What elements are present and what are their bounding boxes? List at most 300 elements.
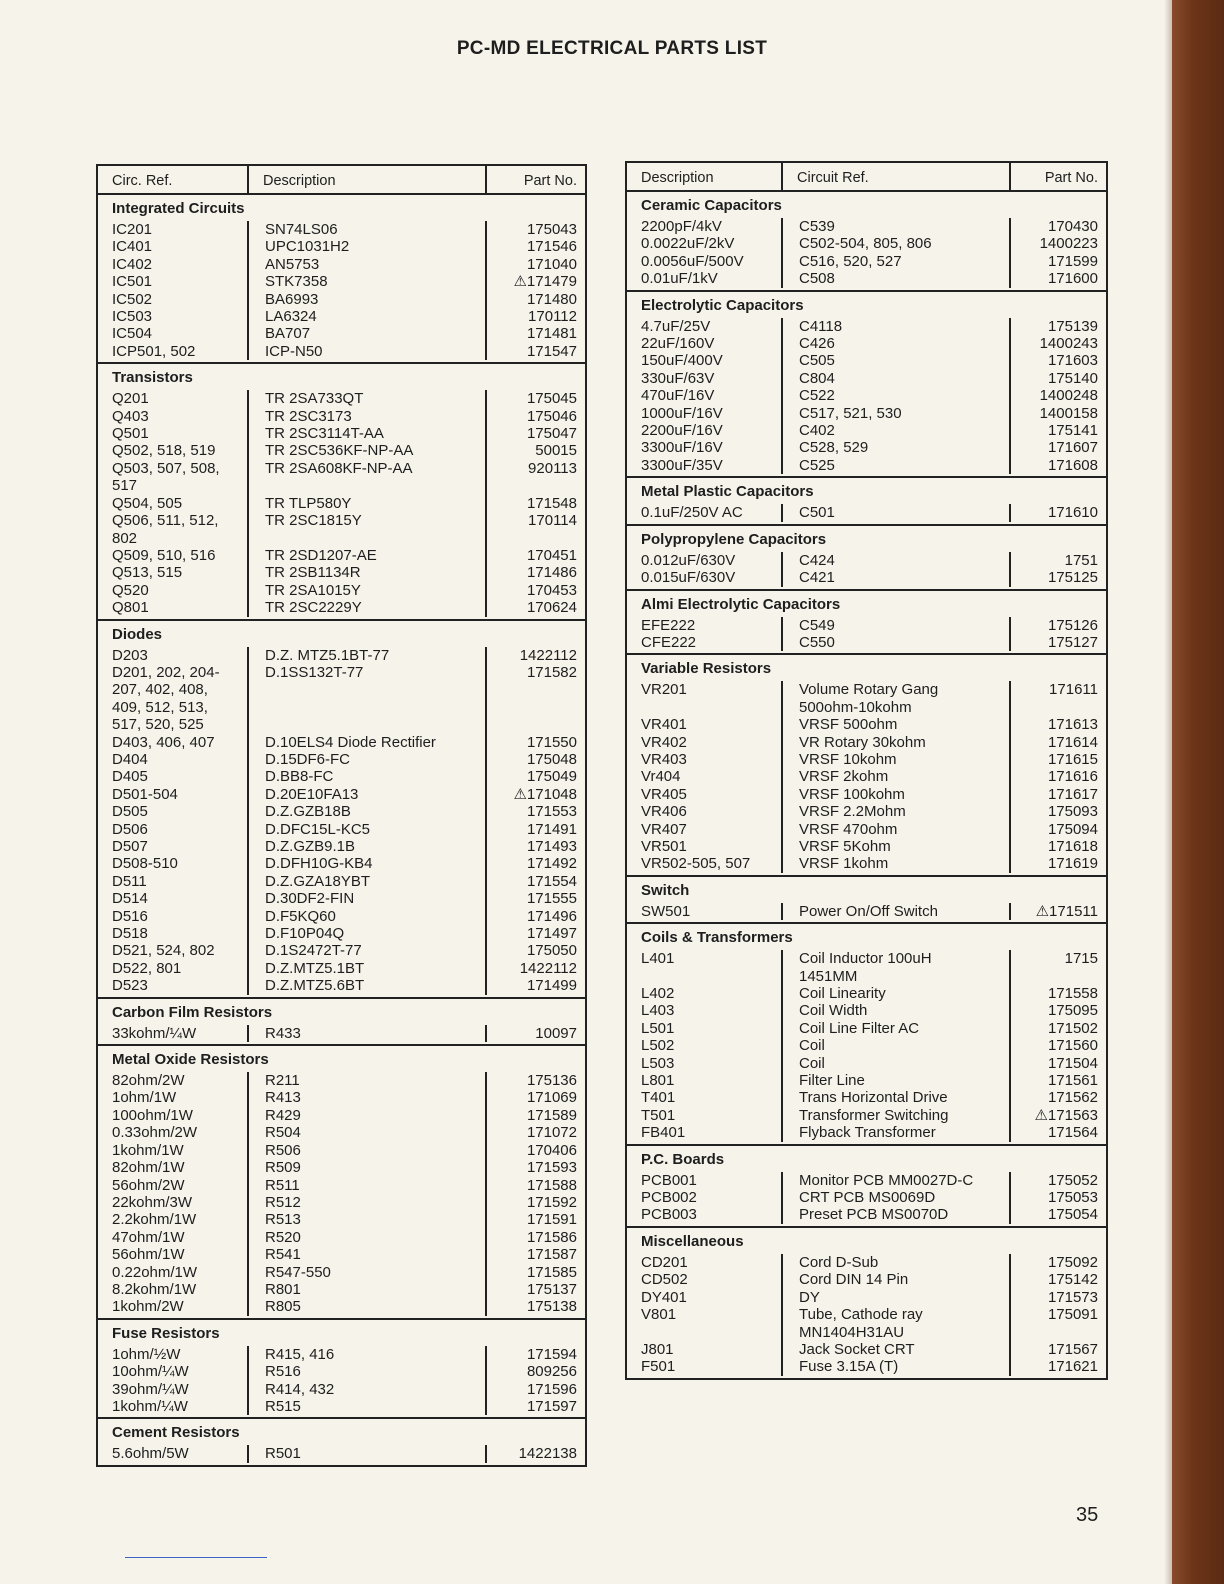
- ref-cell: 47ohm/1W: [112, 1228, 185, 1246]
- ref-cell: Vr404: [641, 768, 681, 786]
- section-title: Fuse Resistors: [112, 1324, 220, 1342]
- ref-cell: 22kohm/3W: [112, 1193, 193, 1211]
- desc-cell: UPC1031H2: [265, 238, 350, 256]
- ref-cell: IC401: [112, 238, 153, 256]
- ref-cell: 1000uF/16V: [641, 404, 723, 422]
- section-column: [627, 504, 783, 521]
- part-no-cell: 171596: [526, 1380, 577, 1398]
- desc-cell: C505: [799, 352, 835, 370]
- section-title: P.C. Boards: [641, 1150, 725, 1168]
- section-title: Ceramic Capacitors: [641, 197, 782, 214]
- section-column: [783, 617, 1011, 652]
- ref-cell: 409, 512, 513,: [112, 698, 208, 716]
- section-title: Diodes: [112, 625, 163, 643]
- part-no-cell: 175047: [526, 425, 577, 443]
- part-no-cell: 171617: [1047, 785, 1098, 803]
- desc-cell: D.30DF2-FIN: [265, 890, 355, 908]
- table-section: [627, 192, 1106, 292]
- part-no-cell: 175049: [526, 768, 577, 786]
- part-no-cell: 175137: [526, 1280, 577, 1298]
- desc-cell: D.20E10FA13: [265, 785, 359, 803]
- part-no-cell: 10097: [535, 1024, 577, 1042]
- desc-cell: VRSF 10kohm: [799, 750, 897, 768]
- ref-cell: D505: [112, 803, 148, 821]
- ref-cell: 0.22ohm/1W: [112, 1263, 198, 1281]
- section-column: [487, 1025, 585, 1042]
- desc-cell: D.DFC15L-KC5: [265, 820, 371, 838]
- part-no-cell: 171621: [1047, 1358, 1098, 1376]
- desc-cell: [249, 699, 485, 716]
- part-no-cell: 171560: [1047, 1037, 1098, 1055]
- ref-cell: 1kohm/1W: [112, 1141, 184, 1159]
- part-no-cell: 170451: [526, 546, 577, 564]
- section-column: [627, 318, 783, 475]
- desc-cell: Preset PCB MS0070D: [799, 1206, 949, 1224]
- section-title: Miscellaneous: [641, 1232, 744, 1250]
- part-no-cell: ⚠171563: [1034, 1106, 1098, 1124]
- ref-cell: 56ohm/2W: [112, 1176, 185, 1194]
- ref-cell: IC201: [112, 221, 153, 238]
- table-section: [98, 1419, 585, 1464]
- ref-cell: 517: [112, 477, 138, 495]
- ref-cell: D201, 202, 204-: [112, 663, 220, 681]
- desc-cell: [249, 716, 485, 733]
- desc-cell: Transformer Switching: [799, 1106, 949, 1124]
- section-rows: [627, 552, 1106, 589]
- section-rows: [98, 647, 585, 997]
- part-no-cell: 175091: [1047, 1306, 1098, 1324]
- section-column: [627, 552, 783, 587]
- part-no-cell: 171504: [1047, 1054, 1098, 1072]
- desc-cell: Flyback Transformer: [799, 1124, 936, 1142]
- ref-cell: VR405: [641, 785, 687, 803]
- section-column: [783, 504, 1011, 521]
- table-section: [627, 655, 1106, 876]
- ref-cell: 4.7uF/25V: [641, 317, 711, 335]
- desc-cell: C528, 529: [799, 439, 869, 457]
- desc-cell: Trans Horizontal Drive: [799, 1089, 948, 1107]
- ref-cell: SW501: [641, 902, 691, 920]
- desc-cell: SN74LS06: [265, 221, 338, 238]
- part-no-cell: 175125: [1047, 569, 1098, 587]
- ref-cell: Q403: [112, 407, 149, 425]
- section-rows: [627, 218, 1106, 290]
- section-column: [1011, 950, 1106, 1141]
- ref-cell: 1kohm/¼W: [112, 1397, 188, 1415]
- book-binding: [1172, 0, 1224, 1584]
- ref-cell: Q801: [112, 599, 149, 617]
- ref-cell: VR401: [641, 716, 687, 734]
- ref-cell: Q502, 518, 519: [112, 442, 216, 460]
- desc-cell: VRSF 470ohm: [799, 820, 898, 838]
- part-no-cell: 171593: [526, 1159, 577, 1177]
- table-section: [627, 877, 1106, 924]
- ref-cell: CD201: [641, 1253, 688, 1271]
- desc-cell: R211: [265, 1072, 300, 1090]
- section-column: [1011, 1172, 1106, 1224]
- table-header: [98, 166, 585, 195]
- desc-cell: D.Z.GZB9.1B: [265, 838, 356, 855]
- ref-cell: CFE222: [641, 633, 697, 651]
- table-section: [98, 999, 585, 1046]
- desc-cell: C501: [799, 504, 835, 522]
- section-title: Almi Electrolytic Capacitors: [641, 595, 841, 613]
- part-no-cell: 809256: [526, 1363, 577, 1381]
- ref-cell: L502: [641, 1037, 675, 1055]
- part-no-cell: 175126: [1047, 616, 1098, 634]
- section-column: [627, 681, 783, 872]
- table-header: [627, 163, 1106, 192]
- part-no-cell: 1400158: [1039, 404, 1098, 422]
- ref-cell: 22uF/160V: [641, 335, 715, 353]
- section-rows: [627, 681, 1106, 874]
- part-no-cell: 171550: [526, 733, 577, 751]
- section-title: Electrolytic Capacitors: [641, 296, 804, 314]
- part-no-cell: 171072: [526, 1124, 577, 1142]
- part-no-cell: 175046: [526, 407, 577, 425]
- section-rows: [627, 1254, 1106, 1378]
- desc-cell: Monitor PCB MM0027D-C: [799, 1171, 974, 1189]
- desc-cell: [249, 530, 485, 547]
- section-title: Switch: [641, 881, 690, 899]
- desc-cell: C402: [799, 422, 835, 440]
- section-rows: [98, 1025, 585, 1044]
- desc-cell: [249, 681, 485, 698]
- column-header: Circ. Ref.: [98, 166, 249, 193]
- part-no-cell: 170406: [526, 1141, 577, 1159]
- ref-cell: [627, 968, 781, 985]
- part-no-cell: 171594: [526, 1345, 577, 1363]
- column-header: Description: [249, 166, 487, 193]
- desc-cell: R504: [265, 1124, 301, 1142]
- ref-cell: IC502: [112, 290, 153, 308]
- ref-cell: VR403: [641, 750, 687, 768]
- desc-cell: VRSF 100kohm: [799, 785, 905, 803]
- desc-cell: MN1404H31AU: [799, 1323, 905, 1341]
- section-column: [487, 1346, 585, 1416]
- part-no-cell: ⚠171479: [513, 273, 577, 291]
- desc-cell: DY: [799, 1288, 820, 1306]
- part-no-cell: 175092: [1047, 1253, 1098, 1271]
- section-column: [783, 681, 1011, 872]
- desc-cell: VR Rotary 30kohm: [799, 733, 926, 751]
- part-no-cell: [487, 699, 585, 716]
- ref-cell: D405: [112, 768, 148, 786]
- desc-cell: TR 2SC2229Y: [265, 599, 362, 617]
- desc-cell: Power On/Off Switch: [799, 902, 938, 920]
- part-no-cell: 171588: [526, 1176, 577, 1194]
- part-no-cell: 171497: [526, 925, 577, 943]
- table-section: [98, 621, 585, 999]
- desc-cell: C502-504, 805, 806: [799, 235, 932, 253]
- part-no-cell: 170112: [528, 308, 577, 326]
- desc-cell: D.BB8-FC: [265, 768, 334, 786]
- desc-cell: C522: [799, 387, 835, 405]
- part-no-cell: 171499: [526, 977, 577, 995]
- section-column: [98, 1346, 249, 1416]
- ref-cell: VR201: [641, 681, 687, 699]
- ref-cell: Q504, 505: [112, 494, 183, 512]
- part-no-cell: 171600: [1047, 270, 1098, 288]
- ref-cell: V801: [641, 1306, 677, 1324]
- desc-cell: C426: [799, 335, 835, 353]
- part-no-cell: [487, 716, 585, 733]
- part-no-cell: 1422112: [519, 646, 577, 664]
- desc-cell: R801: [265, 1280, 301, 1298]
- part-no-cell: 170430: [1047, 218, 1098, 235]
- section-column: [1011, 617, 1106, 652]
- part-no-cell: [487, 530, 585, 547]
- desc-cell: VRSF 5Kohm: [799, 837, 891, 855]
- section-rows: [627, 1172, 1106, 1226]
- part-no-cell: 175142: [1047, 1271, 1098, 1289]
- ref-cell: D521, 524, 802: [112, 942, 215, 960]
- part-no-cell: [487, 681, 585, 698]
- section-rows: [98, 1072, 585, 1318]
- ref-cell: 330uF/63V: [641, 369, 715, 387]
- section-rows: [627, 318, 1106, 477]
- table-section: [627, 1228, 1106, 1378]
- ref-cell: 3300uF/35V: [641, 456, 723, 474]
- table-section: [627, 478, 1106, 525]
- desc-cell: TR 2SA733QT: [265, 390, 364, 408]
- desc-cell: VRSF 1kohm: [799, 855, 889, 873]
- desc-cell: Coil Linearity: [799, 985, 886, 1002]
- desc-cell: Volume Rotary Gang: [799, 681, 939, 699]
- part-no-cell: 175045: [526, 390, 577, 408]
- desc-cell: Coil Width: [799, 1002, 868, 1020]
- section-column: [98, 1445, 249, 1462]
- desc-cell: D.1SS132T-77: [265, 663, 364, 681]
- section-column: [98, 1072, 249, 1316]
- column-header: Description: [627, 163, 783, 190]
- part-no-cell: 175095: [1047, 1002, 1098, 1020]
- desc-cell: Fuse 3.15A (T): [799, 1358, 899, 1376]
- page-shadow: [1164, 0, 1172, 1584]
- part-no-cell: 171592: [526, 1193, 577, 1211]
- desc-cell: R415, 416: [265, 1345, 335, 1363]
- desc-cell: LA6324: [265, 308, 317, 326]
- ref-cell: T401: [641, 1089, 676, 1107]
- part-no-cell: 171591: [526, 1211, 577, 1229]
- ref-cell: CD502: [641, 1271, 688, 1289]
- ref-cell: 0.012uF/630V: [641, 551, 736, 569]
- desc-cell: ICP-N50: [265, 342, 323, 360]
- part-no-cell: 171587: [526, 1246, 577, 1264]
- section-title: Polypropylene Capacitors: [641, 530, 827, 548]
- desc-cell: TR 2SD1207-AE: [265, 546, 377, 564]
- ref-cell: 517, 520, 525: [112, 716, 204, 734]
- part-no-cell: 1751: [1064, 551, 1098, 569]
- ref-cell: 82ohm/2W: [112, 1072, 185, 1090]
- desc-cell: CRT PCB MS0069D: [799, 1189, 936, 1207]
- ref-cell: 39ohm/¼W: [112, 1380, 189, 1398]
- ref-cell: F501: [641, 1358, 676, 1376]
- ref-cell: Q520: [112, 581, 149, 599]
- parts-table-left: [96, 164, 587, 1467]
- part-no-cell: 175048: [526, 750, 577, 768]
- part-no-cell: 171492: [526, 855, 577, 873]
- parts-table-right: [625, 161, 1108, 1380]
- section-title: Integrated Circuits: [112, 200, 245, 217]
- part-no-cell: 171613: [1047, 716, 1098, 734]
- column-header: Part No.: [1044, 170, 1098, 186]
- ref-cell: 150uF/400V: [641, 352, 723, 370]
- section-column: [249, 647, 487, 995]
- desc-cell: R429: [265, 1106, 301, 1124]
- ref-cell: [627, 699, 781, 716]
- ref-cell: Q201: [112, 390, 149, 408]
- section-column: [1011, 681, 1106, 872]
- desc-cell: [249, 477, 485, 494]
- section-column: [249, 1445, 487, 1462]
- desc-cell: C516, 520, 527: [799, 252, 902, 270]
- desc-cell: C4118: [799, 317, 843, 335]
- section-column: [783, 903, 1011, 920]
- ref-cell: 1ohm/1W: [112, 1089, 177, 1107]
- part-no-cell: 171586: [526, 1228, 577, 1246]
- desc-cell: R511: [265, 1176, 300, 1194]
- desc-cell: R501: [265, 1445, 301, 1463]
- part-no-cell: 171608: [1047, 456, 1098, 474]
- desc-cell: R512: [265, 1193, 301, 1211]
- section-rows: [98, 390, 585, 618]
- part-no-cell: 171069: [526, 1089, 577, 1107]
- desc-cell: C549: [799, 616, 835, 634]
- desc-cell: R805: [265, 1298, 301, 1316]
- desc-cell: TR 2SC3173: [265, 407, 352, 425]
- part-no-cell: ⚠171048: [513, 785, 577, 803]
- part-no-cell: 171615: [1047, 750, 1098, 768]
- part-no-cell: 170624: [526, 599, 577, 617]
- desc-cell: R541: [265, 1246, 301, 1264]
- desc-cell: Coil Inductor 100uH: [799, 950, 932, 968]
- ref-cell: L402: [641, 985, 675, 1002]
- part-no-cell: 171496: [526, 907, 577, 925]
- desc-cell: TR 2SC1815Y: [265, 512, 362, 530]
- part-no-cell: 175094: [1047, 820, 1098, 838]
- section-column: [487, 1445, 585, 1462]
- desc-cell: D.10ELS4 Diode Rectifier: [265, 733, 436, 751]
- ref-cell: D518: [112, 925, 148, 943]
- table-section: [627, 292, 1106, 479]
- section-rows: [98, 1346, 585, 1418]
- part-no-cell: 171554: [526, 872, 577, 890]
- section-title: Coils & Transformers: [641, 929, 793, 947]
- table-section: [98, 195, 585, 364]
- section-column: [98, 221, 249, 360]
- part-no-cell: 171597: [526, 1397, 577, 1415]
- desc-cell: C539: [799, 218, 835, 235]
- ref-cell: D508-510: [112, 855, 178, 873]
- desc-cell: VRSF 2.2Mohm: [799, 803, 906, 821]
- part-no-cell: 175136: [526, 1072, 577, 1090]
- part-no-cell: 171614: [1047, 733, 1098, 751]
- section-column: [249, 1346, 487, 1416]
- table-section: [98, 1320, 585, 1420]
- ref-cell: 82ohm/1W: [112, 1159, 185, 1177]
- ref-cell: [627, 1324, 781, 1341]
- desc-cell: D.1S2472T-77: [265, 942, 362, 960]
- desc-cell: Filter Line: [799, 1072, 865, 1090]
- section-column: [783, 950, 1011, 1141]
- desc-cell: STK7358: [265, 273, 328, 291]
- section-column: [783, 1172, 1011, 1224]
- section-column: [487, 390, 585, 616]
- part-no-cell: 171564: [1047, 1124, 1098, 1142]
- ref-cell: J801: [641, 1340, 674, 1358]
- ref-cell: FB401: [641, 1124, 686, 1142]
- section-rows: [627, 903, 1106, 922]
- ref-cell: 10ohm/¼W: [112, 1363, 189, 1381]
- desc-cell: VRSF 500ohm: [799, 716, 898, 734]
- desc-cell: Cord DIN 14 Pin: [799, 1271, 909, 1289]
- desc-cell: Coil Line Filter AC: [799, 1019, 920, 1037]
- section-column: [487, 221, 585, 360]
- ref-cell: PCB003: [641, 1206, 697, 1224]
- section-column: [98, 1025, 249, 1042]
- ref-cell: 100ohm/1W: [112, 1106, 193, 1124]
- ref-cell: IC501: [112, 273, 153, 291]
- part-no-cell: 1400243: [1039, 335, 1098, 353]
- section-column: [1011, 1254, 1106, 1376]
- ref-cell: 0.33ohm/2W: [112, 1124, 198, 1142]
- table-section: [627, 526, 1106, 591]
- ref-cell: VR402: [641, 733, 687, 751]
- section-column: [627, 1254, 783, 1376]
- part-no-cell: 1400248: [1039, 387, 1098, 405]
- section-rows: [627, 950, 1106, 1143]
- part-no-cell: 171610: [1047, 504, 1098, 522]
- ref-cell: 33kohm/¼W: [112, 1024, 197, 1042]
- section-column: [487, 647, 585, 995]
- desc-cell: C804: [799, 369, 835, 387]
- ref-cell: VR407: [641, 820, 687, 838]
- desc-cell: BA707: [265, 325, 311, 343]
- ref-cell: Q513, 515: [112, 564, 183, 582]
- ref-cell: Q509, 510, 516: [112, 546, 216, 564]
- section-column: [98, 390, 249, 616]
- ref-cell: VR502-505, 507: [641, 855, 751, 873]
- part-no-cell: 920113: [528, 459, 577, 477]
- desc-cell: VRSF 2kohm: [799, 768, 889, 786]
- part-no-cell: 171480: [526, 290, 577, 308]
- desc-cell: C550: [799, 633, 835, 651]
- section-column: [1011, 504, 1106, 521]
- desc-cell: R547-550: [265, 1263, 331, 1281]
- part-no-cell: 171618: [1047, 837, 1098, 855]
- section-column: [249, 1072, 487, 1316]
- part-no-cell: 171611: [1049, 681, 1098, 699]
- ref-cell: L403: [641, 1002, 675, 1020]
- part-no-cell: 175127: [1047, 633, 1098, 651]
- section-column: [1011, 318, 1106, 475]
- ref-cell: 2200uF/16V: [641, 422, 723, 440]
- desc-cell: Coil: [799, 1054, 825, 1072]
- section-column: [783, 1254, 1011, 1376]
- part-no-cell: 171589: [526, 1106, 577, 1124]
- ref-cell: VR501: [641, 837, 687, 855]
- part-no-cell: 171546: [526, 238, 577, 256]
- part-no-cell: 171491: [526, 820, 577, 838]
- part-no-cell: [1011, 968, 1106, 985]
- ref-cell: D511: [112, 872, 147, 890]
- ref-cell: 56ohm/1W: [112, 1246, 185, 1264]
- part-no-cell: 171561: [1047, 1072, 1098, 1090]
- section-column: [249, 221, 487, 360]
- section-column: [627, 617, 783, 652]
- part-no-cell: 171599: [1047, 252, 1098, 270]
